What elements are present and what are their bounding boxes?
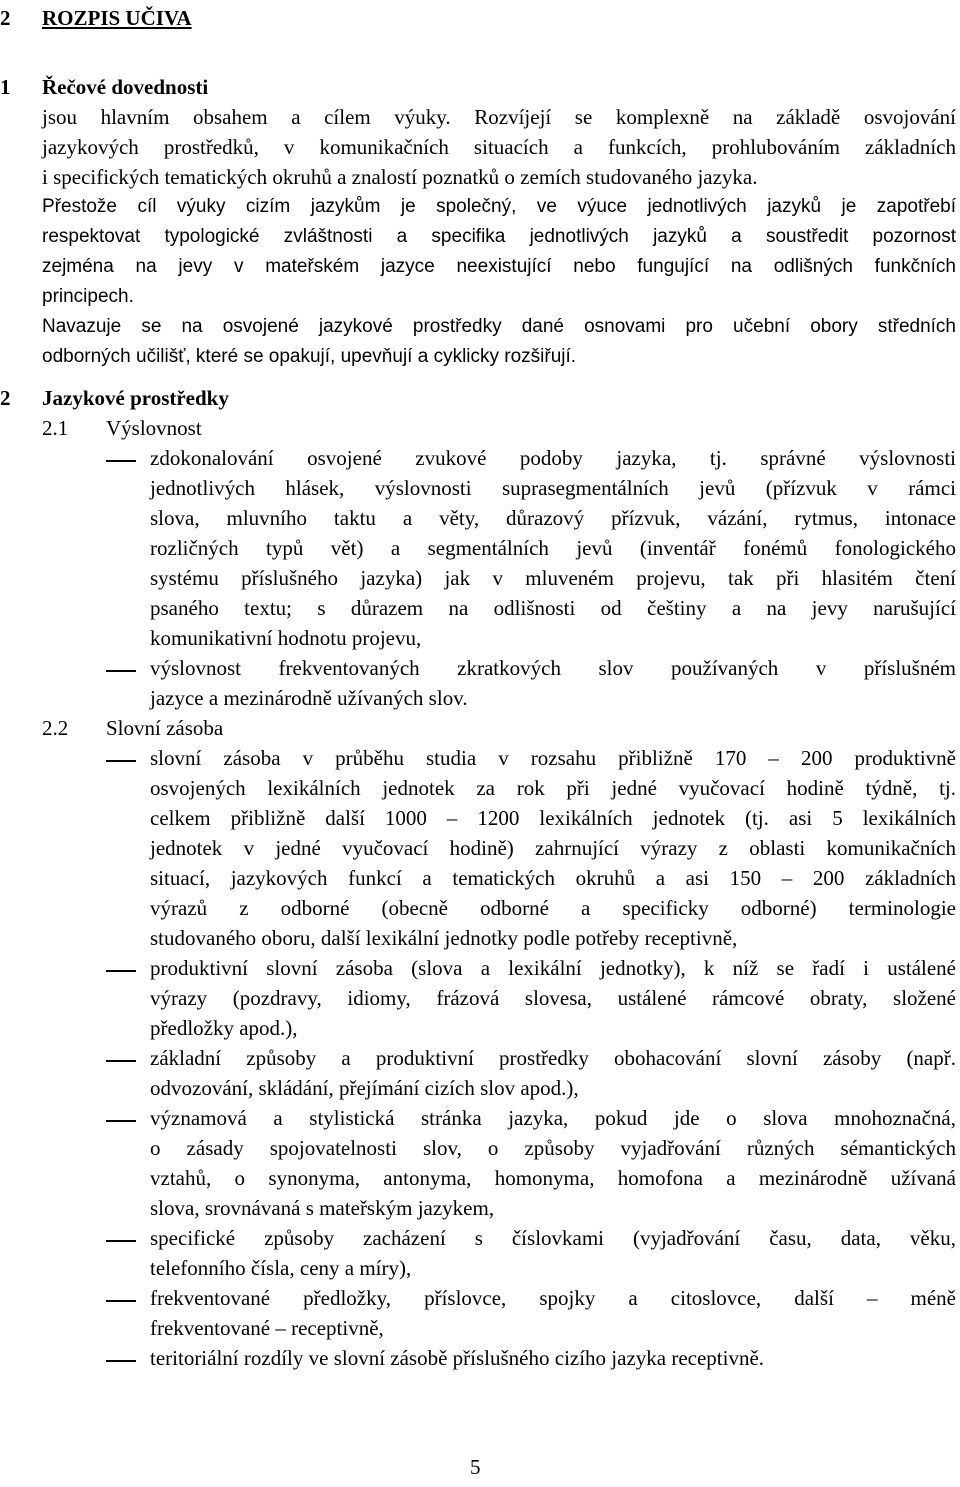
list-item-line: jednotek v jedné vyučovací hodině) zahrnující výrazy z oblasti komunikačních (150, 836, 956, 860)
list-item-line: osvojených lexikálních jednotek za rok při jedné vyučovací hodině týdně, tj. (150, 776, 956, 800)
intro-line: i specifických tematických okruhů a znalostí poznatků o zemích studovaného jazyka. (42, 165, 758, 189)
list-item-line: slova, srovnávaná s mateřským jazykem, (150, 1196, 495, 1220)
list-item-line: slovní zásoba v průběhu studia v rozsahu přibližně 170 – 200 produktivně (150, 746, 956, 770)
section-title: ROZPIS UČIVA (42, 6, 192, 30)
subsection-title-2: Jazykové prostředky (42, 386, 229, 410)
section-number: 2 (0, 6, 11, 30)
list-item-line: rozličných typů vět) a segmentálních jevů (inventář fonémů fonologického (150, 536, 956, 560)
paragraph-line: odborných učilišť, které se opakují, upevňují a cyklicky rozšiřují. (42, 346, 577, 367)
list-item-line: vztahů, o synonyma, antonyma, homonyma, homofona a mezinárodně užívaná (150, 1166, 956, 1190)
bullet-dash (106, 1240, 136, 1242)
bullet-dash (106, 1300, 136, 1302)
subsection-title-1: Řečové dovednosti (42, 75, 209, 99)
list-item-line: výslovnost frekventovaných zkratkových slov používaných v příslušném (150, 656, 956, 680)
list-item-line: komunikativní hodnotu projevu, (150, 626, 422, 650)
list-item-line: situací, jazykových funkcí a tematických okruhů a asi 150 – 200 základních (150, 866, 956, 890)
list-item-line: výrazy (pozdravy, idiomy, frázová slovesa, ustálené rámcové obraty, složené (150, 986, 956, 1010)
list-item-line: specifické způsoby zacházení s číslovkami (vyjadřování času, data, věku, (150, 1226, 956, 1250)
sub-number-2-2: 2.2 (42, 716, 69, 740)
paragraph-line: Navazuje se na osvojené jazykové prostředky dané osnovami pro učební obory středních (42, 316, 956, 337)
bullet-dash (106, 1120, 136, 1122)
bullet-dash (106, 460, 136, 462)
bullet-dash (106, 760, 136, 762)
subsection-number-1: 1 (0, 75, 11, 99)
bullet-dash (106, 1360, 136, 1362)
list-item-line: zdokonalování osvojené zvukové podoby jazyka, tj. správné výslovnosti (150, 446, 956, 470)
list-item-line: jednotlivých hlásek, výslovnosti suprasegmentálních jevů (přízvuk v rámci (150, 476, 956, 500)
subsection-number-2: 2 (0, 386, 11, 410)
bullet-dash (106, 670, 136, 672)
sub-title-2-1: Výslovnost (106, 416, 202, 440)
sub-title-2-2: Slovní zásoba (106, 716, 224, 740)
paragraph-line: principech. (42, 286, 134, 307)
list-item-line: významová a stylistická stránka jazyka, pokud jde o slova mnohoznačná, (150, 1106, 956, 1130)
list-item-line: předložky apod.), (150, 1016, 298, 1040)
paragraph-line: Přestože cíl výuky cizím jazykům je společný, ve výuce jednotlivých jazyků je zapotřebí (42, 196, 956, 217)
list-item-line: produktivní slovní zásoba (slova a lexikální jednotky), k níž se řadí i ustálené (150, 956, 956, 980)
list-item-line: studovaného oboru, další lexikální jednotky podle potřeby receptivně, (150, 926, 738, 950)
sub-number-2-1: 2.1 (42, 416, 69, 440)
list-item-line: výrazů z odborné (obecně odborné a specificky odborné) terminologie (150, 896, 956, 920)
list-item-line: jazyce a mezinárodně užívaných slov. (150, 686, 468, 710)
list-item-line: slova, mluvního taktu a věty, důrazový přízvuk, vázání, rytmus, intonace (150, 506, 956, 530)
paragraph-line: respektovat typologické zvláštnosti a specifika jednotlivých jazyků a soustředit pozornost (42, 226, 956, 247)
list-item-line: základní způsoby a produktivní prostředky obohacování slovní zásoby (např. (150, 1046, 956, 1070)
page-number: 5 (470, 1455, 481, 1479)
list-item-line: telefonního čísla, ceny a míry), (150, 1256, 412, 1280)
list-item-line: psaného textu; s důrazem na odlišnosti od češtiny a na jevy narušující (150, 596, 956, 620)
list-item-line: o zásady spojovatelnosti slov, o způsoby vyjadřování různých sémantických (150, 1136, 956, 1160)
intro-line: jazykových prostředků, v komunikačních situacích a funkcích, prohlubováním základních (42, 135, 956, 159)
list-item-line: frekventované předložky, příslovce, spojky a citoslovce, další – méně (150, 1286, 956, 1310)
list-item-line: systému příslušného jazyka) jak v mluveném projevu, tak při hlasitém čtení (150, 566, 956, 590)
paragraph-line: zejména na jevy v mateřském jazyce neexistující nebo fungující na odlišných funkčních (42, 256, 956, 277)
intro-line: jsou hlavním obsahem a cílem výuky. Rozvíjejí se komplexně na základě osvojování (42, 105, 956, 129)
list-item-line: odvozování, skládání, přejímání cizích slov apod.), (150, 1076, 579, 1100)
list-item-line: frekventované – receptivně, (150, 1316, 384, 1340)
bullet-dash (106, 970, 136, 972)
list-item-line: teritoriální rozdíly ve slovní zásobě příslušného cizího jazyka receptivně. (150, 1346, 765, 1370)
bullet-dash (106, 1060, 136, 1062)
list-item-line: celkem přibližně další 1000 – 1200 lexikálních jednotek (tj. asi 5 lexikálních (150, 806, 956, 830)
